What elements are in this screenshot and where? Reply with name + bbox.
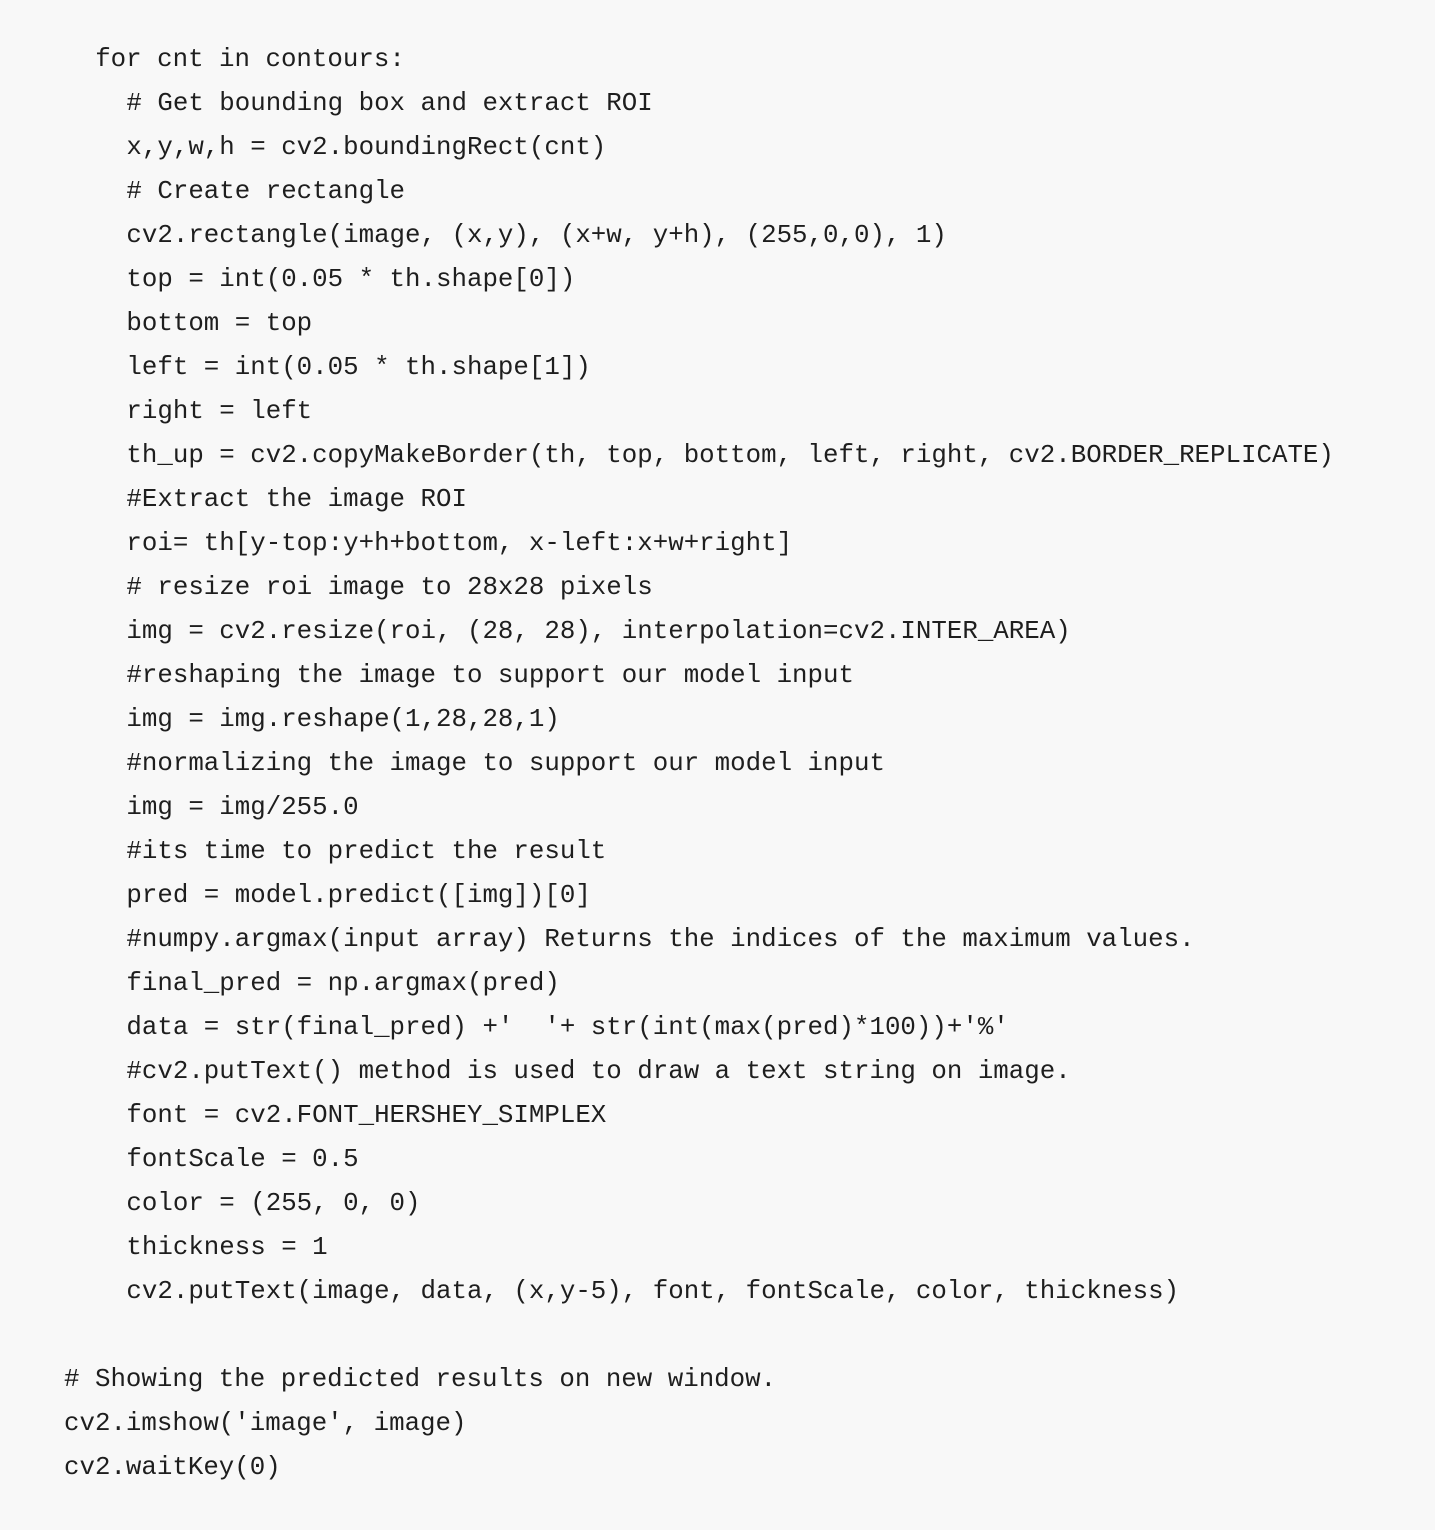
code-line: right = left xyxy=(126,397,313,426)
code-line: cv2.rectangle(image, (x,y), (x+w, y+h), (255,0,0), 1) xyxy=(126,221,947,250)
code-line: x,y,w,h = cv2.boundingRect(cnt) xyxy=(126,133,607,162)
code-line: #normalizing the image to support our model input xyxy=(126,749,885,778)
code-line: for cnt in contours: xyxy=(95,45,405,74)
code-line: # resize roi image to 28x28 pixels xyxy=(126,573,653,602)
code-line: top = int(0.05 * th.shape[0]) xyxy=(126,265,576,294)
code-line: cv2.waitKey(0) xyxy=(64,1453,281,1482)
code-line: th_up = cv2.copyMakeBorder(th, top, bottom, left, right, cv2.BORDER_REPLICATE) xyxy=(126,441,1334,470)
code-line: final_pred = np.argmax(pred) xyxy=(126,969,560,998)
code-line: img = img/255.0 xyxy=(126,793,359,822)
code-line: left = int(0.05 * th.shape[1]) xyxy=(126,353,591,382)
code-line: thickness = 1 xyxy=(126,1233,328,1262)
code-line: img = cv2.resize(roi, (28, 28), interpolation=cv2.INTER_AREA) xyxy=(126,617,1071,646)
code-line: data = str(final_pred) +' '+ str(int(max(pred)*100))+'%' xyxy=(126,1013,1009,1042)
code-line: bottom = top xyxy=(126,309,313,338)
code-line: #reshaping the image to support our model input xyxy=(126,661,854,690)
code-line: pred = model.predict([img])[0] xyxy=(126,881,591,910)
code-line: cv2.imshow('image', image) xyxy=(64,1409,467,1438)
code-line: font = cv2.FONT_HERSHEY_SIMPLEX xyxy=(126,1101,607,1130)
code-line: # Showing the predicted results on new window. xyxy=(64,1365,777,1394)
code-line: fontScale = 0.5 xyxy=(126,1145,359,1174)
code-line: cv2.putText(image, data, (x,y-5), font, fontScale, color, thickness) xyxy=(126,1277,1180,1306)
code-line: # Get bounding box and extract ROI xyxy=(126,89,653,118)
code-line: img = img.reshape(1,28,28,1) xyxy=(126,705,560,734)
code-line: roi= th[y-top:y+h+bottom, x-left:x+w+right] xyxy=(126,529,793,558)
code-line: color = (255, 0, 0) xyxy=(126,1189,421,1218)
code-line: #Extract the image ROI xyxy=(126,485,467,514)
code-line: # Create rectangle xyxy=(126,177,406,206)
code-line: #cv2.putText() method is used to draw a text string on image. xyxy=(126,1057,1071,1086)
code-line: #numpy.argmax(input array) Returns the indices of the maximum values. xyxy=(126,925,1195,954)
code-line: #its time to predict the result xyxy=(126,837,607,866)
